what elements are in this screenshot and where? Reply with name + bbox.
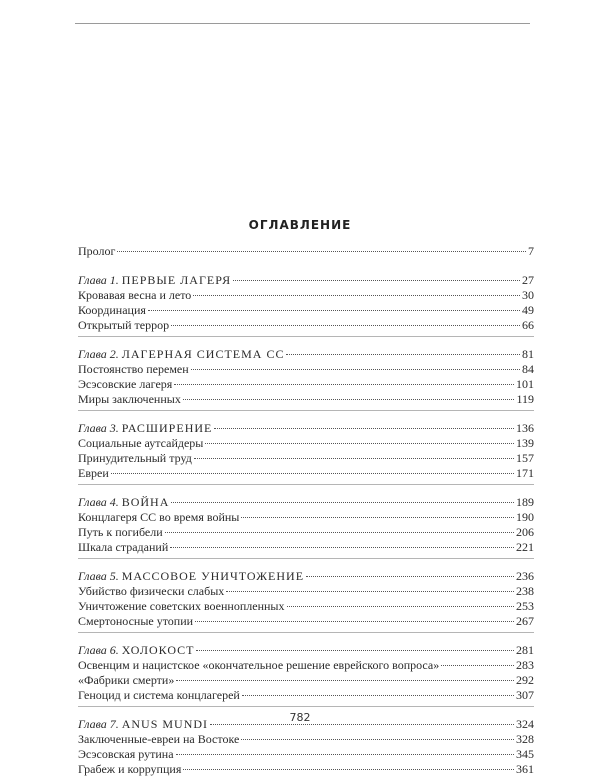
dot-leader	[195, 621, 514, 622]
dot-leader	[241, 517, 514, 518]
toc-section[interactable]	[78, 688, 534, 703]
dot-leader	[148, 310, 520, 311]
dot-leader	[193, 295, 520, 296]
entry-page: 81	[522, 347, 534, 361]
section-divider	[78, 484, 534, 485]
toc-section[interactable]	[78, 614, 534, 629]
entry-page: 7	[528, 244, 534, 258]
entry-label: Концлагеря СС во время войны	[78, 510, 240, 524]
dot-leader	[286, 354, 520, 355]
table-of-contents	[78, 244, 534, 777]
chapter-name: ХОЛОКОСТ	[121, 643, 195, 657]
section-divider	[78, 336, 534, 337]
entry-page: 238	[516, 584, 534, 598]
section-divider	[78, 706, 534, 707]
entry-label: Социальные аутсайдеры	[78, 436, 204, 450]
dot-leader	[174, 384, 514, 385]
dot-leader	[183, 399, 515, 400]
entry-label: Эсэсовская рутина	[78, 747, 174, 761]
toc-section[interactable]	[78, 451, 534, 466]
entry-page: 171	[516, 466, 534, 480]
entry-page: 30	[522, 288, 534, 302]
entry-page: 189	[516, 495, 534, 509]
entry-page: 139	[516, 436, 534, 450]
entry-page: 190	[516, 510, 534, 524]
entry-label: Миры заключенных	[78, 392, 181, 406]
dot-leader	[171, 325, 520, 326]
chapter-label	[78, 643, 194, 658]
entry-page: 307	[516, 688, 534, 702]
dot-leader	[176, 754, 514, 755]
chapter-name: МАССОВОЕ УНИЧТОЖЕНИЕ	[121, 569, 305, 583]
entry-label: Уничтожение советских военнопленных	[78, 599, 285, 613]
toc-chapter-5[interactable]	[78, 569, 534, 584]
toc-section[interactable]	[78, 658, 534, 673]
entry-label: Освенцим и нацистское «окончательное решение еврейского вопроса»	[78, 658, 440, 672]
chapter-prefix: Глава 7.	[78, 717, 119, 731]
section-divider	[78, 558, 534, 559]
dot-leader	[210, 724, 514, 725]
top-rule	[75, 23, 530, 24]
entry-page: 236	[516, 569, 534, 583]
entry-page: 101	[516, 377, 534, 391]
section-divider	[78, 632, 534, 633]
toc-section[interactable]	[78, 762, 534, 777]
dot-leader	[183, 769, 514, 770]
dot-leader	[165, 532, 514, 533]
entry-page: 49	[522, 303, 534, 317]
toc-chapter-4[interactable]	[78, 495, 534, 510]
chapter-label	[78, 347, 284, 362]
chapter-prefix: Глава 2.	[78, 347, 119, 361]
dot-leader	[441, 665, 514, 666]
toc-section[interactable]	[78, 436, 534, 451]
entry-label: Грабеж и коррупция	[78, 762, 182, 776]
entry-label: Евреи	[78, 466, 109, 480]
dot-leader	[287, 606, 515, 607]
toc-section[interactable]	[78, 673, 534, 688]
toc-section[interactable]	[78, 540, 534, 555]
toc-entry-prologue[interactable]	[78, 244, 534, 259]
entry-label: Принудительный труд	[78, 451, 192, 465]
entry-label: Пролог	[78, 244, 116, 258]
dot-leader	[233, 280, 520, 281]
entry-page: 206	[516, 525, 534, 539]
entry-page: 157	[516, 451, 534, 465]
chapter-name: ANUS MUNDI	[121, 717, 209, 731]
entry-page: 84	[522, 362, 534, 376]
entry-page: 281	[516, 643, 534, 657]
entry-page: 324	[516, 717, 534, 731]
entry-page: 292	[516, 673, 534, 687]
toc-section[interactable]	[78, 584, 534, 599]
dot-leader	[191, 369, 520, 370]
entry-label: Открытый террор	[78, 318, 170, 332]
toc-section[interactable]	[78, 392, 534, 407]
entry-page: 136	[516, 421, 534, 435]
toc-chapter-1[interactable]	[78, 273, 534, 288]
page-number: 782	[289, 711, 311, 724]
chapter-name: ПЕРВЫЕ ЛАГЕРЯ	[121, 273, 232, 287]
entry-page: 283	[516, 658, 534, 672]
dot-leader	[176, 680, 514, 681]
entry-label: Кровавая весна и лето	[78, 288, 192, 302]
chapter-prefix: Глава 5.	[78, 569, 119, 583]
chapter-name: РАСШИРЕНИЕ	[121, 421, 213, 435]
toc-section[interactable]	[78, 377, 534, 392]
entry-label: Геноцид и система концлагерей	[78, 688, 240, 702]
dot-leader	[205, 443, 514, 444]
chapter-label	[78, 273, 231, 288]
toc-section[interactable]	[78, 525, 534, 540]
chapter-name: ЛАГЕРНАЯ СИСТЕМА СС	[121, 347, 285, 361]
entry-label: Смертоносные утопии	[78, 614, 194, 628]
dot-leader	[226, 591, 514, 592]
dot-leader	[170, 547, 514, 548]
entry-label: Постоянство перемен	[78, 362, 189, 376]
toc-section[interactable]	[78, 318, 534, 333]
toc-section[interactable]	[78, 362, 534, 377]
entry-label: «Фабрики смерти»	[78, 673, 175, 687]
chapter-label	[78, 495, 169, 510]
toc-section[interactable]	[78, 599, 534, 614]
entry-page: 328	[516, 732, 534, 746]
toc-chapter-3[interactable]	[78, 421, 534, 436]
entry-label: Эсэсовские лагеря	[78, 377, 173, 391]
chapter-name: ВОЙНА	[121, 495, 170, 509]
toc-section[interactable]	[78, 747, 534, 762]
entry-label: Заключенные-евреи на Востоке	[78, 732, 240, 746]
chapter-label	[78, 569, 304, 584]
toc-section[interactable]	[78, 288, 534, 303]
entry-page: 361	[516, 762, 534, 776]
toc-section[interactable]	[78, 510, 534, 525]
toc-section[interactable]	[78, 303, 534, 318]
dot-leader	[171, 502, 514, 503]
toc-section[interactable]	[78, 466, 534, 481]
dot-leader	[241, 739, 514, 740]
entry-page: 66	[522, 318, 534, 332]
entry-page: 253	[516, 599, 534, 613]
dot-leader	[214, 428, 514, 429]
dot-leader	[117, 251, 526, 252]
entry-page: 27	[522, 273, 534, 287]
section-divider	[78, 410, 534, 411]
entry-page: 267	[516, 614, 534, 628]
entry-label: Убийство физически слабых	[78, 584, 225, 598]
entry-page: 221	[516, 540, 534, 554]
toc-chapter-6[interactable]	[78, 643, 534, 658]
dot-leader	[111, 473, 514, 474]
dot-leader	[196, 650, 514, 651]
chapter-prefix: Глава 1.	[78, 273, 119, 287]
dot-leader	[194, 458, 514, 459]
chapter-prefix: Глава 3.	[78, 421, 119, 435]
entry-page: 345	[516, 747, 534, 761]
toc-section[interactable]	[78, 732, 534, 747]
dot-leader	[306, 576, 514, 577]
entry-page: 119	[516, 392, 534, 406]
entry-label: Путь к погибели	[78, 525, 163, 539]
toc-chapter-2[interactable]	[78, 347, 534, 362]
chapter-prefix: Глава 6.	[78, 643, 119, 657]
chapter-prefix: Глава 4.	[78, 495, 119, 509]
entry-label: Координация	[78, 303, 146, 317]
dot-leader	[242, 695, 514, 696]
entry-label: Шкала страданий	[78, 540, 169, 554]
toc-title: ОГЛАВЛЕНИЕ	[248, 218, 352, 232]
chapter-label	[78, 421, 212, 436]
